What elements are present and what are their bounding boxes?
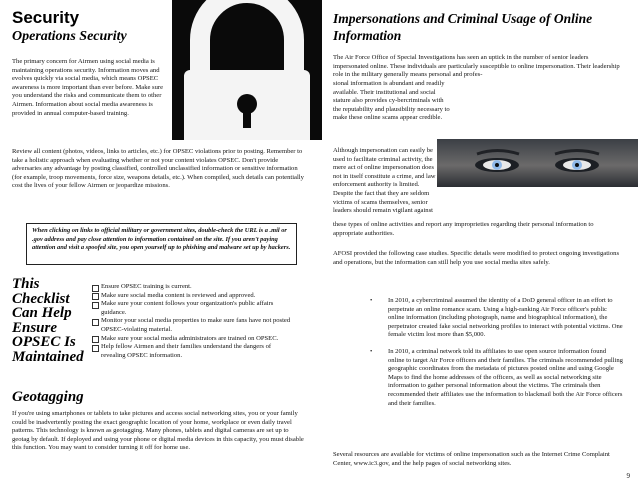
geotagging-paragraph: If you're using smartphones or tablets to take pictures and access social networking sites, you or your family could be inadvertently posting the exact geographic location of your home, workplace or even daily travel patterns. This technology is known as geotagging. Many phones, tablets and digital cameras are set up to geotag by default. If deployed and using your phone or digital media devices in this capacity, you must disable this function. You may want to consider turning it off for home use. (12, 410, 304, 452)
padlock-image (172, 0, 322, 140)
checkbox-icon (92, 293, 99, 300)
review-paragraph-block (12, 148, 306, 191)
list-item: • In 2010, a criminal network told its affiliates to use open source information found online to target Air Force officers and their families. The criminals recommended pulling geographic coordinates from the metadata of pictures posted online and using Google Maps to find the home addresses of the officers, as well as social networking site information to gather personal information about the victims. The criminals then recommended their affiliates use the information to blackmail both the Air Force officers and their families. (370, 347, 623, 407)
warning-callout-box (26, 223, 297, 265)
checklist-title-line: Maintained (12, 348, 84, 365)
checklist-item: Help fellow Airmen and their families understand the dangers of revealing OPSEC information. (92, 343, 292, 360)
checklist-item: Make sure your content follows your organization's public affairs guidance. (92, 300, 292, 317)
checklist-title-line: Checklist (12, 290, 70, 307)
checkbox-icon (92, 285, 99, 292)
checklist-item: Ensure OPSEC training is current. (92, 283, 292, 292)
checkbox-icon (92, 319, 99, 326)
left-heading-block (12, 8, 172, 45)
law-paragraph-narrow (333, 147, 437, 216)
afosi-paragraph-block (333, 250, 625, 267)
checklist-heading (12, 277, 92, 364)
law-paragraph-end: these types of online activities and report any improprieties regarding their personal information to appropriate authorities. (333, 221, 594, 237)
checklist-title-line: OPSEC Is (12, 334, 76, 350)
review-paragraph: Review all content (photos, videos, links to articles, etc.) for OPSEC violations prior to posting. Remember to take a holistic approach when evaluating whether or not your content violates OPSEC. Don't provide adversaries any advantage by posting classified, controlled unclassified information or sensitive information (for example, troop movements, force size, weapons details, etc.). When compiled, such details can potentially cost the lives of your fellow Airmen or jeopardize missions. (12, 148, 304, 190)
checklist-item: Make sure your social media administrators are trained on OPSEC. (92, 335, 292, 344)
section-title-operations-security: Operations Security (12, 29, 127, 44)
padlock-icon (172, 0, 322, 140)
impersonation-paragraph-rest: sional information is abundant and readily available. Their institutional and social stature also provides cy-bercriminals with the reputability and plausibility necessary to make these online scams appear credible. (333, 80, 450, 122)
checklist-item: Monitor your social media properties to make sure fans have not posted OPSEC-violating material. (92, 317, 292, 334)
checklist (92, 283, 292, 360)
checklist-title-line: Ensure (12, 319, 58, 336)
checkbox-icon (92, 345, 99, 352)
section-title-impersonations: Impersonations and Criminal Usage of Online Information (333, 11, 593, 43)
case-studies-list (368, 297, 623, 408)
face-photo-icon (437, 139, 638, 187)
resources-paragraph: Several resources are available for victims of online impersonation such as the Internet Crime Complaint Center, www.ic3.gov, and the help pages of social networking sites. (333, 451, 610, 467)
list-item: • In 2010, a cybercriminal assumed the identity of a DoD general officer in an effort to perpetrate an online romance scam. Using a high-ranking Air Force officer's public online information (including photograph, name and biographical information), the perpetrator created fake social networking profiles to interact with potential victims. One female victim lost more than $5,000. (370, 297, 623, 339)
intro-paragraph-narrow (12, 58, 170, 118)
checkbox-icon (92, 302, 99, 309)
checklist-title-line: This (12, 276, 40, 292)
resources-paragraph-block (333, 451, 625, 468)
bullet-icon: • (370, 297, 373, 304)
right-heading-block (333, 10, 623, 44)
law-paragraph-full (333, 221, 625, 238)
face-eyes-image (437, 139, 638, 187)
page-title: Security (12, 8, 80, 27)
impersonation-paragraph-narrow (333, 80, 451, 123)
section-title-geotagging: Geotagging (12, 389, 84, 405)
checklist-item: Make sure social media content is reviewed and approved. (92, 292, 292, 301)
impersonation-paragraph-full (333, 54, 625, 80)
checkbox-icon (92, 336, 99, 343)
impersonation-paragraph-top: The Air Force Office of Special Investigations has seen an uptick in the number of senior leaders impersonated online. These individuals are particularly susceptible to online impersonation. Their leadership role in the military generally means personal and profes- (333, 54, 620, 79)
afosi-paragraph: AFOSI provided the following case studies. Specific details were modified to protect ongoing investigations and operations, but the information can still help you use social media sites safely. (333, 250, 620, 266)
intro-paragraph: The primary concern for Airmen using social media is maintaining operations security. Information moves and evolves quickly via social media, which means OPSEC awareness is more important than ever before. Make sure you understand the risks and communicate them to other Airmen. Information about social media awareness is provided in annual computer-based training. (12, 58, 164, 117)
law-paragraph: Although impersonation can easily be used to facilitate criminal activity, the mere act of online impersonation does not in itself constitute a crime, and law enforcement authority is limited. Despite the fact that they are seldom victims of scams themselves, senior leaders should remain vigilant against (333, 147, 436, 215)
geotagging-section (12, 388, 306, 453)
checklist-title-line: Can Help (12, 305, 72, 321)
page-number: 9 (626, 472, 630, 480)
bullet-icon: • (370, 347, 373, 355)
warning-callout-text: When clicking on links to official military or government sites, double-check the URL is a .mil or .gov address and pay close attention to information contained on the site. If you aren't paying attention and visit a spoofed site, you open yourself up to phishing and malware set up by hackers. (32, 227, 291, 252)
